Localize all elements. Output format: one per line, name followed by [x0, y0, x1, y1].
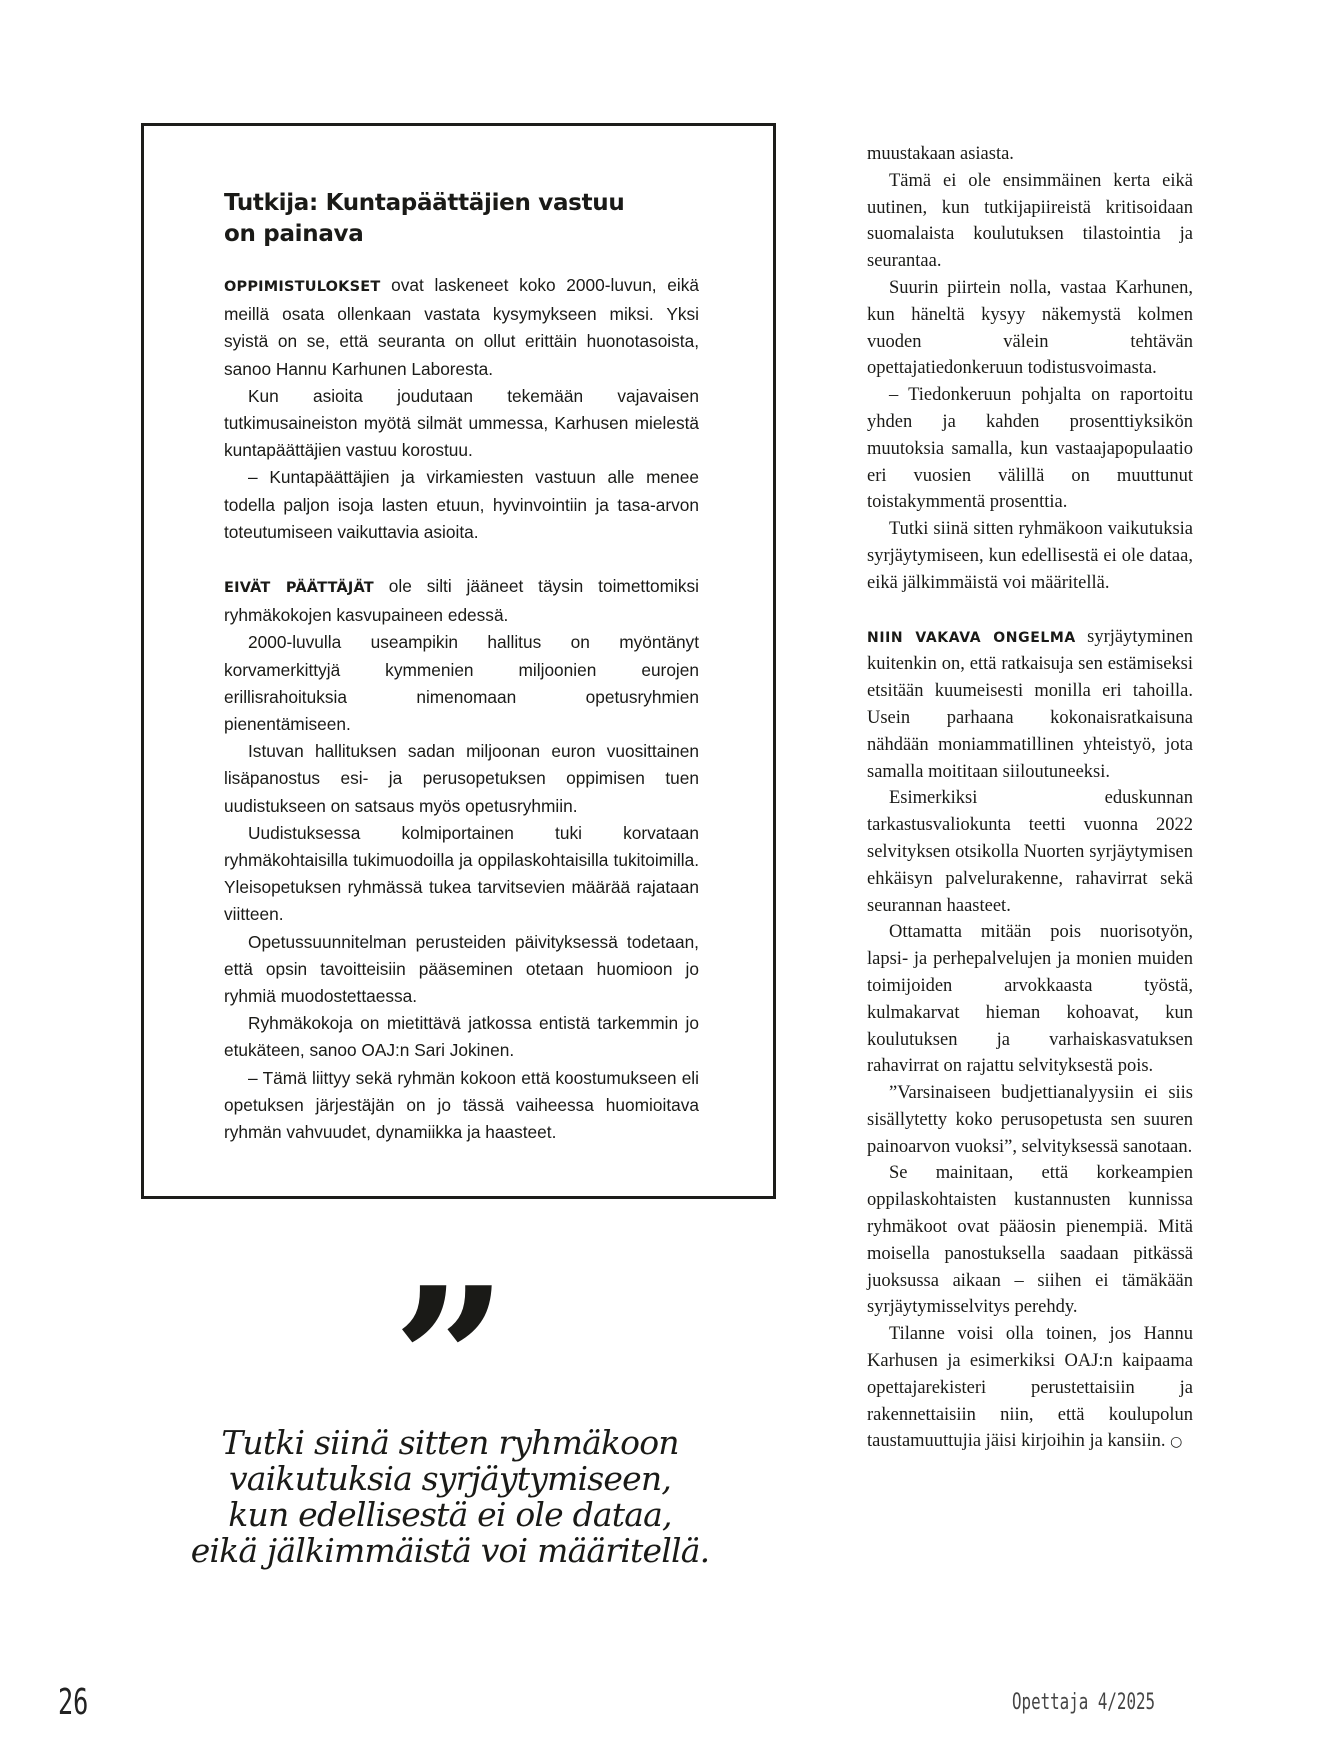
sidebar-title-line-2: on painava — [224, 221, 364, 247]
sidebar-paragraph — [224, 272, 699, 383]
sidebar-paragraph: Kun asioita joudutaan tekemään vajavaisen tutkimusaineiston myötä silmät ummessa, Karhusen mielestä kuntapäättäjien vastuu korostuu. — [224, 385, 699, 461]
sidebar-paragraph: Opetussuunnitelman perusteiden päivityksessä todetaan, että opsin tavoitteisiin pääseminen otetaan huomioon jo ryhmiä muodostettaessa. — [224, 931, 699, 1007]
body-paragraph: Esimerkiksi eduskunnan tarkastusvaliokunta teetti vuonna 2022 selvityksen otsikolla Nuorten syrjäytymisen ehkäisyn palvelurakenne, rahavirrat sekä seurannan haasteet. — [867, 788, 1193, 916]
sidebar-box — [141, 123, 776, 1199]
body-paragraph: muustakaan asiasta. — [867, 144, 1014, 164]
paragraph-text: syrjäytyminen kuitenkin on, että ratkaisuja sen estämiseksi etsitään kuumeisesti monilla eri tahoilla. Usein parhaana kokonaisratkaisuna nähdään moniammatillinen yhteistyö, jota samalla moititaan siiloutuneeksi. — [867, 626, 1193, 782]
body-paragraph: Suurin piirtein nolla, vastaa Karhunen, kun häneltä kysyy näkemystä kolmen vuoden välein tehtävän opettajatiedonkeruun todistusvoimasta. — [867, 277, 1193, 379]
page-number: 26 — [58, 1682, 89, 1723]
paragraph-text: ole silti jääneet täysin toimettomiksi ryhmäkokojen kasvupaineen edessä. — [224, 576, 699, 626]
sidebar-paragraph: 2000-luvulla useampikin hallitus on myöntänyt korvamerkittyjä kymmenien miljoonien eurojen erillisrahoituksia nimenomaan opetusryhmien pienentämiseen. — [224, 632, 699, 735]
sidebar-paragraph — [224, 573, 699, 629]
body-paragraph: Tämä ei ole ensimmäinen kerta eikä uutinen, kun tutkijapiireistä kritisoidaan suomalaista koulutuksen tilastointia ja seurantaa. — [867, 170, 1193, 272]
pull-quote-line: kun edellisestä ei ole dataa, — [228, 1495, 672, 1534]
pull-quote-line: eikä jälkimmäistä voi määritellä. — [190, 1531, 710, 1570]
pull-quote-line: Tutki siinä sitten ryhmäkoon — [221, 1423, 679, 1462]
lead-in: NIIN VAKAVA ONGELMA — [867, 629, 1076, 646]
body-paragraph: ”Varsinaiseen budjettianalyysiin ei siis sisällytetty koko perusopetusta sen suuren painoarvon vuoksi”, selvityksessä sanotaan. — [867, 1083, 1193, 1157]
body-paragraph: Tutki siinä sitten ryhmäkoon vaikutuksia syrjäytymiseen, kun edellisestä ei ole dataa, eikä jälkimmäistä voi määritellä. — [867, 519, 1193, 593]
sidebar-paragraph: Uudistuksessa kolmiportainen tuki korvataan ryhmäkohtaisilla tukimuodoilla ja oppilaskohtaisilla tukitoimilla. Yleisopetuksen ryhmässä tukea tarvitsevien määrää rajataan viitteen. — [224, 822, 699, 925]
body-paragraph — [867, 624, 1193, 786]
quote-mark-icon: ” — [392, 1244, 508, 1479]
publication-issue: Opettaja 4/2025 — [1012, 1690, 1156, 1715]
sidebar-paragraph: – Tämä liittyy sekä ryhmän kokoon että koostumukseen eli opetuksen järjestäjän on jo tässä vaiheessa huomioitava ryhmän vahvuudet, dynamiikka ja haasteet. — [224, 1067, 699, 1143]
sidebar-paragraph: Ryhmäkokoja on mietittävä jatkossa entistä tarkemmin jo etukäteen, sanoo OAJ:n Sari Jokinen. — [224, 1013, 699, 1061]
paragraph-text: ovat laskeneet koko 2000-luvun, eikä meillä osata ollenkaan vastata kysymykseen miksi. Yksi syistä on se, että seuranta on ollut erittäin huonotasoista, sanoo Hannu Karhunen Laboresta. — [224, 275, 699, 379]
lead-in: EIVÄT PÄÄTTÄJÄT — [224, 580, 374, 597]
body-paragraph: Ottamatta mitään pois nuorisotyön, lapsi- ja perhepalvelujen ja monien muiden toimijoiden arvokkaasta työstä, kulmakarvat hieman kohoavat, kun koulutuksen ja varhaiskasvatuksen rahavirrat on rajattu selvityksestä pois. — [867, 922, 1193, 1077]
lead-in: OPPIMISTULOKSET — [224, 279, 381, 295]
end-mark-icon: ○ — [1170, 1434, 1183, 1451]
pull-quote — [170, 1244, 730, 1570]
pull-quote-line: vaikutuksia syrjäytymiseen, — [228, 1459, 672, 1498]
sidebar-paragraph: – Kuntapäättäjien ja virkamiesten vastuun alle menee todella paljon isoja lasten etuun, hyvinvointiin ja tasa-arvon toteutumiseen vaikuttavia asioita. — [224, 467, 699, 542]
sidebar-paragraph: Istuvan hallituksen sadan miljoonan euron vuosittainen lisäpanostus esi- ja perusopetuksen oppimisen tuen uudistukseen on satsaus myös opetusryhmiin. — [224, 741, 699, 816]
body-paragraph: Se mainitaan, että korkeampien oppilaskohtaisten kustannusten kunnissa ryhmäkoot ovat pääosin pienempiä. Mitä moisella panostuksella saadaan pitkässä juoksussa aikaan – siihen ei tämäkään syrjäytymisselvitys perehdy. — [867, 1163, 1193, 1318]
paragraph-text: Tilanne voisi olla toinen, jos Hannu Karhusen ja esimerkiksi OAJ:n kaipaama opettajarekisteri perustettaisiin ja rakennettaisiin niin, että koulupolun taustamuuttujia jäisi kirjoihin ja kansiin. — [867, 1324, 1193, 1452]
main-text-column — [867, 141, 1193, 1456]
sidebar-title — [224, 188, 699, 250]
body-paragraph: – Tiedonkeruun pohjalta on raportoitu yhden ja kahden prosenttiyksikön muutoksia samalla, kun vastaajapopulaatio eri vuosien välillä on muuttunut toistakymmentä prosenttia. — [867, 385, 1193, 513]
body-paragraph — [867, 1321, 1193, 1456]
sidebar-content — [224, 188, 699, 1146]
sidebar-title-line-1: Tutkija: Kuntapäättäjien vastuu — [224, 190, 625, 216]
